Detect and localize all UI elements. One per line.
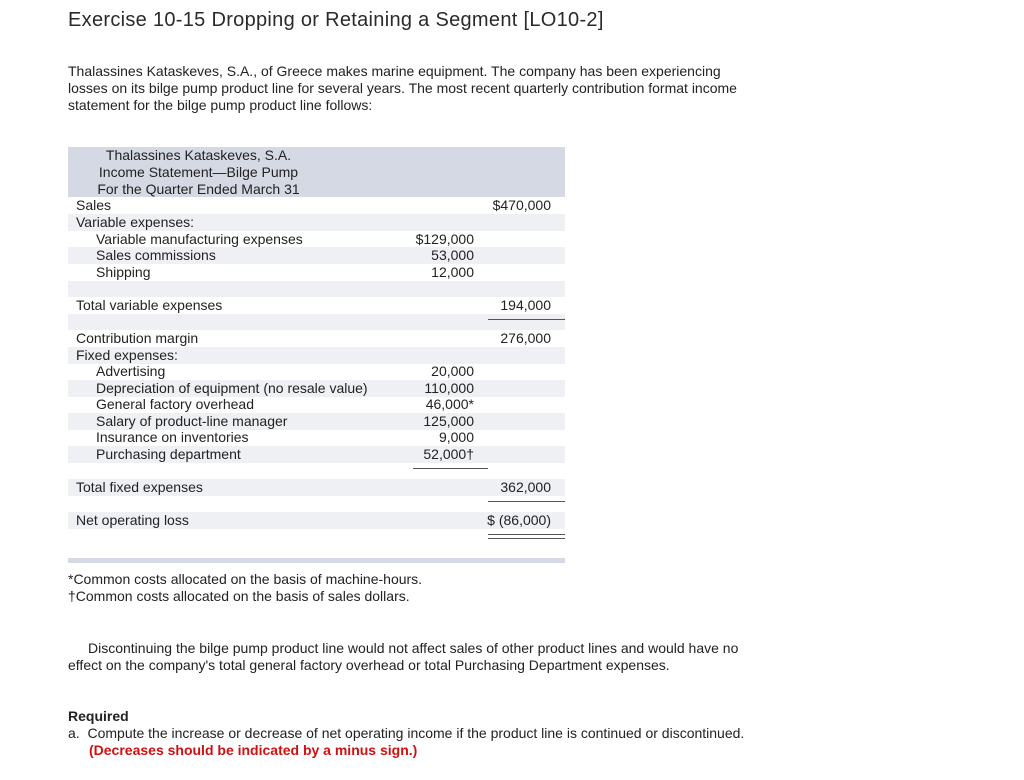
footnotes: [68, 571, 422, 605]
statement-period: For the Quarter Ended March 31: [97, 181, 300, 197]
row-amount: 46,000*: [425, 396, 474, 412]
row-sales-commissions: [68, 247, 565, 264]
row-label: Depreciation of equipment (no resale value): [96, 380, 368, 396]
row-label: Sales: [76, 197, 112, 213]
item-a-text: Compute the increase or decrease of net operating income if the product line is continued or discontinued.: [87, 725, 745, 741]
row-total: 194,000: [500, 297, 551, 313]
row-general-factory-overhead: [68, 396, 565, 413]
item-a-prefix: a.: [68, 725, 80, 741]
row-spacer: [68, 496, 565, 512]
row-amount: 125,000: [423, 413, 474, 429]
row-sales: [68, 197, 565, 214]
row-spacer: [68, 314, 565, 330]
row-amount: 12,000: [431, 264, 474, 280]
row-label: Total fixed expenses: [76, 479, 203, 495]
item-a-emphasis: (Decreases should be indicated by a minus sign.): [89, 742, 418, 758]
underline: [488, 319, 565, 320]
statement-footer-bar: [68, 558, 565, 563]
income-statement: [68, 147, 565, 563]
row-depreciation: [68, 380, 565, 397]
underline: [488, 501, 565, 502]
row-amount: 52,000†: [423, 446, 474, 462]
row-amount: 20,000: [431, 363, 474, 379]
row-fixed-expenses-heading: [68, 347, 565, 364]
discontinue-paragraph: Discontinuing the bilge pump product line would not affect sales of other product lines and would have no effect on the company's total general factory overhead or total Purchasing Department expenses.: [68, 640, 739, 673]
double-underline-bottom: [488, 538, 565, 539]
row-variable-expenses-heading: [68, 214, 565, 231]
row-shipping: [68, 264, 565, 281]
row-total: 362,000: [500, 479, 551, 495]
footnote-machine-hours: *Common costs allocated on the basis of machine-hours.: [68, 571, 423, 587]
page-title: Exercise 10-15 Dropping or Retaining a Segment [LO10-2]: [68, 9, 604, 31]
row-total-fixed-expenses: [68, 479, 565, 496]
row-label: Net operating loss: [76, 512, 189, 528]
row-net-operating-loss: [68, 512, 565, 529]
row-advertising: [68, 363, 565, 380]
row-spacer: [68, 281, 565, 297]
statement-company: Thalassines Kataskeves, S.A.: [105, 147, 292, 163]
row-label: Variable manufacturing expenses: [96, 231, 303, 247]
intro-paragraph: Thalassines Kataskeves, S.A., of Greece makes marine equipment. The company has been experiencing losses on its bilge pump product line for several years. The most recent quarterly contribution format income statement for the bilge pump product line follows:: [68, 63, 737, 113]
row-amount: 9,000: [438, 429, 474, 445]
row-spacer: [68, 463, 565, 479]
row-label: Insurance on inventories: [96, 429, 249, 445]
required-heading: Required: [68, 708, 129, 724]
row-contribution-margin: [68, 330, 565, 347]
statement-header: [68, 147, 565, 197]
required-section: [68, 708, 748, 759]
row-label: Sales commissions: [96, 247, 216, 263]
double-underline-top: [488, 534, 565, 535]
row-label: Salary of product-line manager: [96, 413, 288, 429]
required-item-a: [68, 725, 748, 759]
row-total-variable-expenses: [68, 297, 565, 314]
row-label: Purchasing department: [96, 446, 241, 462]
row-label: Advertising: [96, 363, 166, 379]
row-amount: 110,000: [424, 380, 474, 396]
row-label: General factory overhead: [96, 396, 254, 412]
row-purchasing: [68, 446, 565, 463]
row-total: $470,000: [492, 197, 551, 213]
statement-name: Income Statement—Bilge Pump: [98, 164, 299, 180]
row-label: Fixed expenses:: [76, 347, 178, 363]
row-label: Contribution margin: [76, 330, 199, 346]
footnote-sales-dollars: †Common costs allocated on the basis of sales dollars.: [68, 588, 410, 604]
row-total: $ (86,000): [487, 512, 551, 528]
row-total: 276,000: [500, 330, 551, 346]
row-label: Total variable expenses: [76, 297, 223, 313]
row-salary-manager: [68, 413, 565, 430]
row-insurance: [68, 429, 565, 446]
row-label: Shipping: [96, 264, 151, 280]
row-variable-manufacturing: [68, 231, 565, 248]
row-amount: 53,000: [431, 247, 474, 263]
row-amount: $129,000: [415, 231, 474, 247]
row-label: Variable expenses:: [76, 214, 195, 230]
